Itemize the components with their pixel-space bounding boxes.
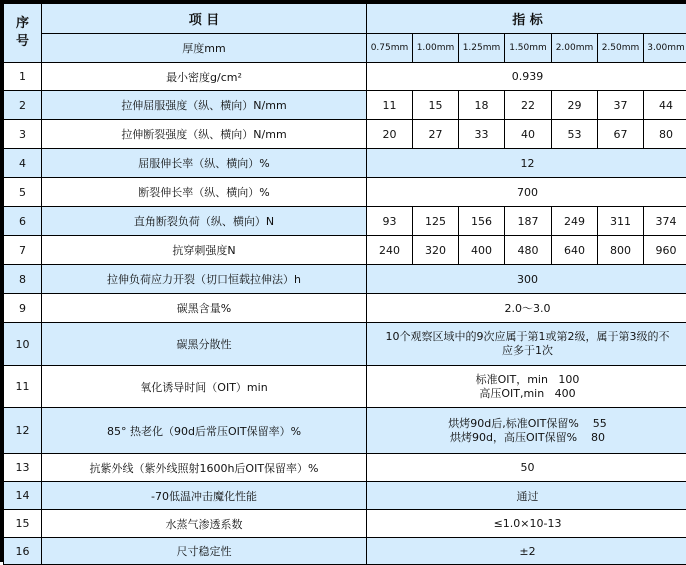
header-seq-label: 序号: [15, 16, 29, 49]
row-item: 抗穿刺强度N: [42, 236, 366, 264]
value-line: 烘烤90d后,标准OIT保留% 55: [448, 416, 607, 430]
table-row: [4, 149, 686, 177]
row-value: 50: [367, 454, 686, 481]
row-value: 40: [505, 120, 551, 148]
thickness-label: 厚度mm: [42, 34, 366, 62]
row-value: 44: [644, 91, 686, 119]
row-item: 屈服伸长率（纵、横向）%: [42, 149, 366, 177]
table-row: [4, 510, 686, 537]
row-value: 93: [367, 207, 412, 235]
row-number: 15: [4, 510, 41, 537]
row-value: ±2: [367, 538, 686, 564]
row-value: 12: [367, 149, 686, 177]
row-number: 11: [4, 366, 41, 407]
row-value: 15: [413, 91, 458, 119]
thickness-cell: 1.25mm: [459, 34, 504, 62]
row-value: 29: [552, 91, 597, 119]
thickness-cell: 2.50mm: [598, 34, 643, 62]
table-row: [4, 366, 686, 407]
row-value: 67: [598, 120, 643, 148]
row-number: 10: [4, 323, 41, 365]
table-row: [4, 454, 686, 481]
row-value: 640: [552, 236, 597, 264]
table-row: [4, 408, 686, 453]
row-number: 5: [4, 178, 41, 206]
row-value: 2.0～3.0: [367, 294, 686, 322]
thickness-row: [4, 34, 686, 62]
thickness-cell: 2.00mm: [552, 34, 597, 62]
header-spec: 指 标: [367, 4, 686, 33]
row-item: 最小密度g/cm²: [42, 63, 366, 90]
header-seq: [4, 4, 41, 62]
row-value: [367, 366, 686, 407]
row-value: 22: [505, 91, 551, 119]
value-line: 应多于1次: [502, 344, 554, 357]
spec-table: [3, 3, 686, 565]
row-value: 400: [459, 236, 504, 264]
row-value: 700: [367, 178, 686, 206]
thickness-cell: 1.50mm: [505, 34, 551, 62]
thickness-cell: 1.00mm: [413, 34, 458, 62]
row-item: 水蒸气渗透系数: [42, 510, 366, 537]
row-number: 4: [4, 149, 41, 177]
value-line: 标准OIT，min 100: [475, 372, 580, 386]
thickness-cell: 3.00mm: [644, 34, 686, 62]
row-value: 33: [459, 120, 504, 148]
row-value: [367, 323, 686, 365]
table-row: [4, 294, 686, 322]
row-value: 187: [505, 207, 551, 235]
row-value: 通过: [367, 482, 686, 509]
table-row: [4, 91, 686, 119]
value-line: 高压OIT,min 400: [479, 386, 576, 400]
table-row: [4, 178, 686, 206]
table-row: [4, 236, 686, 264]
row-value: 311: [598, 207, 643, 235]
row-item: 断裂伸长率（纵、横向）%: [42, 178, 366, 206]
row-item: 拉伸断裂强度（纵、横向）N/mm: [42, 120, 366, 148]
row-number: 6: [4, 207, 41, 235]
value-line: 烘烤90d，高压OIT保留% 80: [449, 430, 606, 444]
row-number: 7: [4, 236, 41, 264]
row-value: 0.939: [367, 63, 686, 90]
row-value: [367, 408, 686, 453]
row-value: 300: [367, 265, 686, 293]
row-number: 3: [4, 120, 41, 148]
row-value: 37: [598, 91, 643, 119]
row-value: 125: [413, 207, 458, 235]
thickness-cell: 0.75mm: [367, 34, 412, 62]
row-item: 抗紫外线（紫外线照射1600h后OIT保留率）%: [42, 454, 366, 481]
row-value: ≤1.0×10-13: [367, 510, 686, 537]
row-item: -70低温冲击魔化性能: [42, 482, 366, 509]
table-row: [4, 120, 686, 148]
row-number: 14: [4, 482, 41, 509]
table-row: [4, 265, 686, 293]
value-line: 10个观察区域中的9次应属于第1或第2级，属于第3级的不: [385, 330, 670, 343]
row-item: 碳黑含量%: [42, 294, 366, 322]
table-row: [4, 538, 686, 564]
header-item: 项 目: [42, 4, 366, 33]
row-number: 9: [4, 294, 41, 322]
row-item: 碳黑分散性: [42, 323, 366, 365]
row-value: 11: [367, 91, 412, 119]
row-value: 156: [459, 207, 504, 235]
table-row: [4, 63, 686, 90]
row-item: 直角断裂负荷（纵、横向）N: [42, 207, 366, 235]
row-item: 85° 热老化（90d后常压OIT保留率）%: [42, 408, 366, 453]
table-row: [4, 323, 686, 365]
row-value: 480: [505, 236, 551, 264]
row-value: 240: [367, 236, 412, 264]
row-value: 320: [413, 236, 458, 264]
row-value: 249: [552, 207, 597, 235]
row-value: 800: [598, 236, 643, 264]
row-value: 27: [413, 120, 458, 148]
row-value: 960: [644, 236, 686, 264]
row-item: 拉伸负荷应力开裂（切口恒载拉伸法）h: [42, 265, 366, 293]
row-number: 16: [4, 538, 41, 564]
table-row: [4, 482, 686, 509]
row-item: 拉伸屈服强度（纵、横向）N/mm: [42, 91, 366, 119]
table-row: [4, 207, 686, 235]
row-number: 12: [4, 408, 41, 453]
row-value: 80: [644, 120, 686, 148]
row-value: 18: [459, 91, 504, 119]
row-number: 13: [4, 454, 41, 481]
row-value: 20: [367, 120, 412, 148]
row-item: 氧化诱导时间（OIT）min: [42, 366, 366, 407]
row-number: 2: [4, 91, 41, 119]
row-number: 1: [4, 63, 41, 90]
row-number: 8: [4, 265, 41, 293]
row-value: 374: [644, 207, 686, 235]
row-value: 53: [552, 120, 597, 148]
row-item: 尺寸稳定性: [42, 538, 366, 564]
